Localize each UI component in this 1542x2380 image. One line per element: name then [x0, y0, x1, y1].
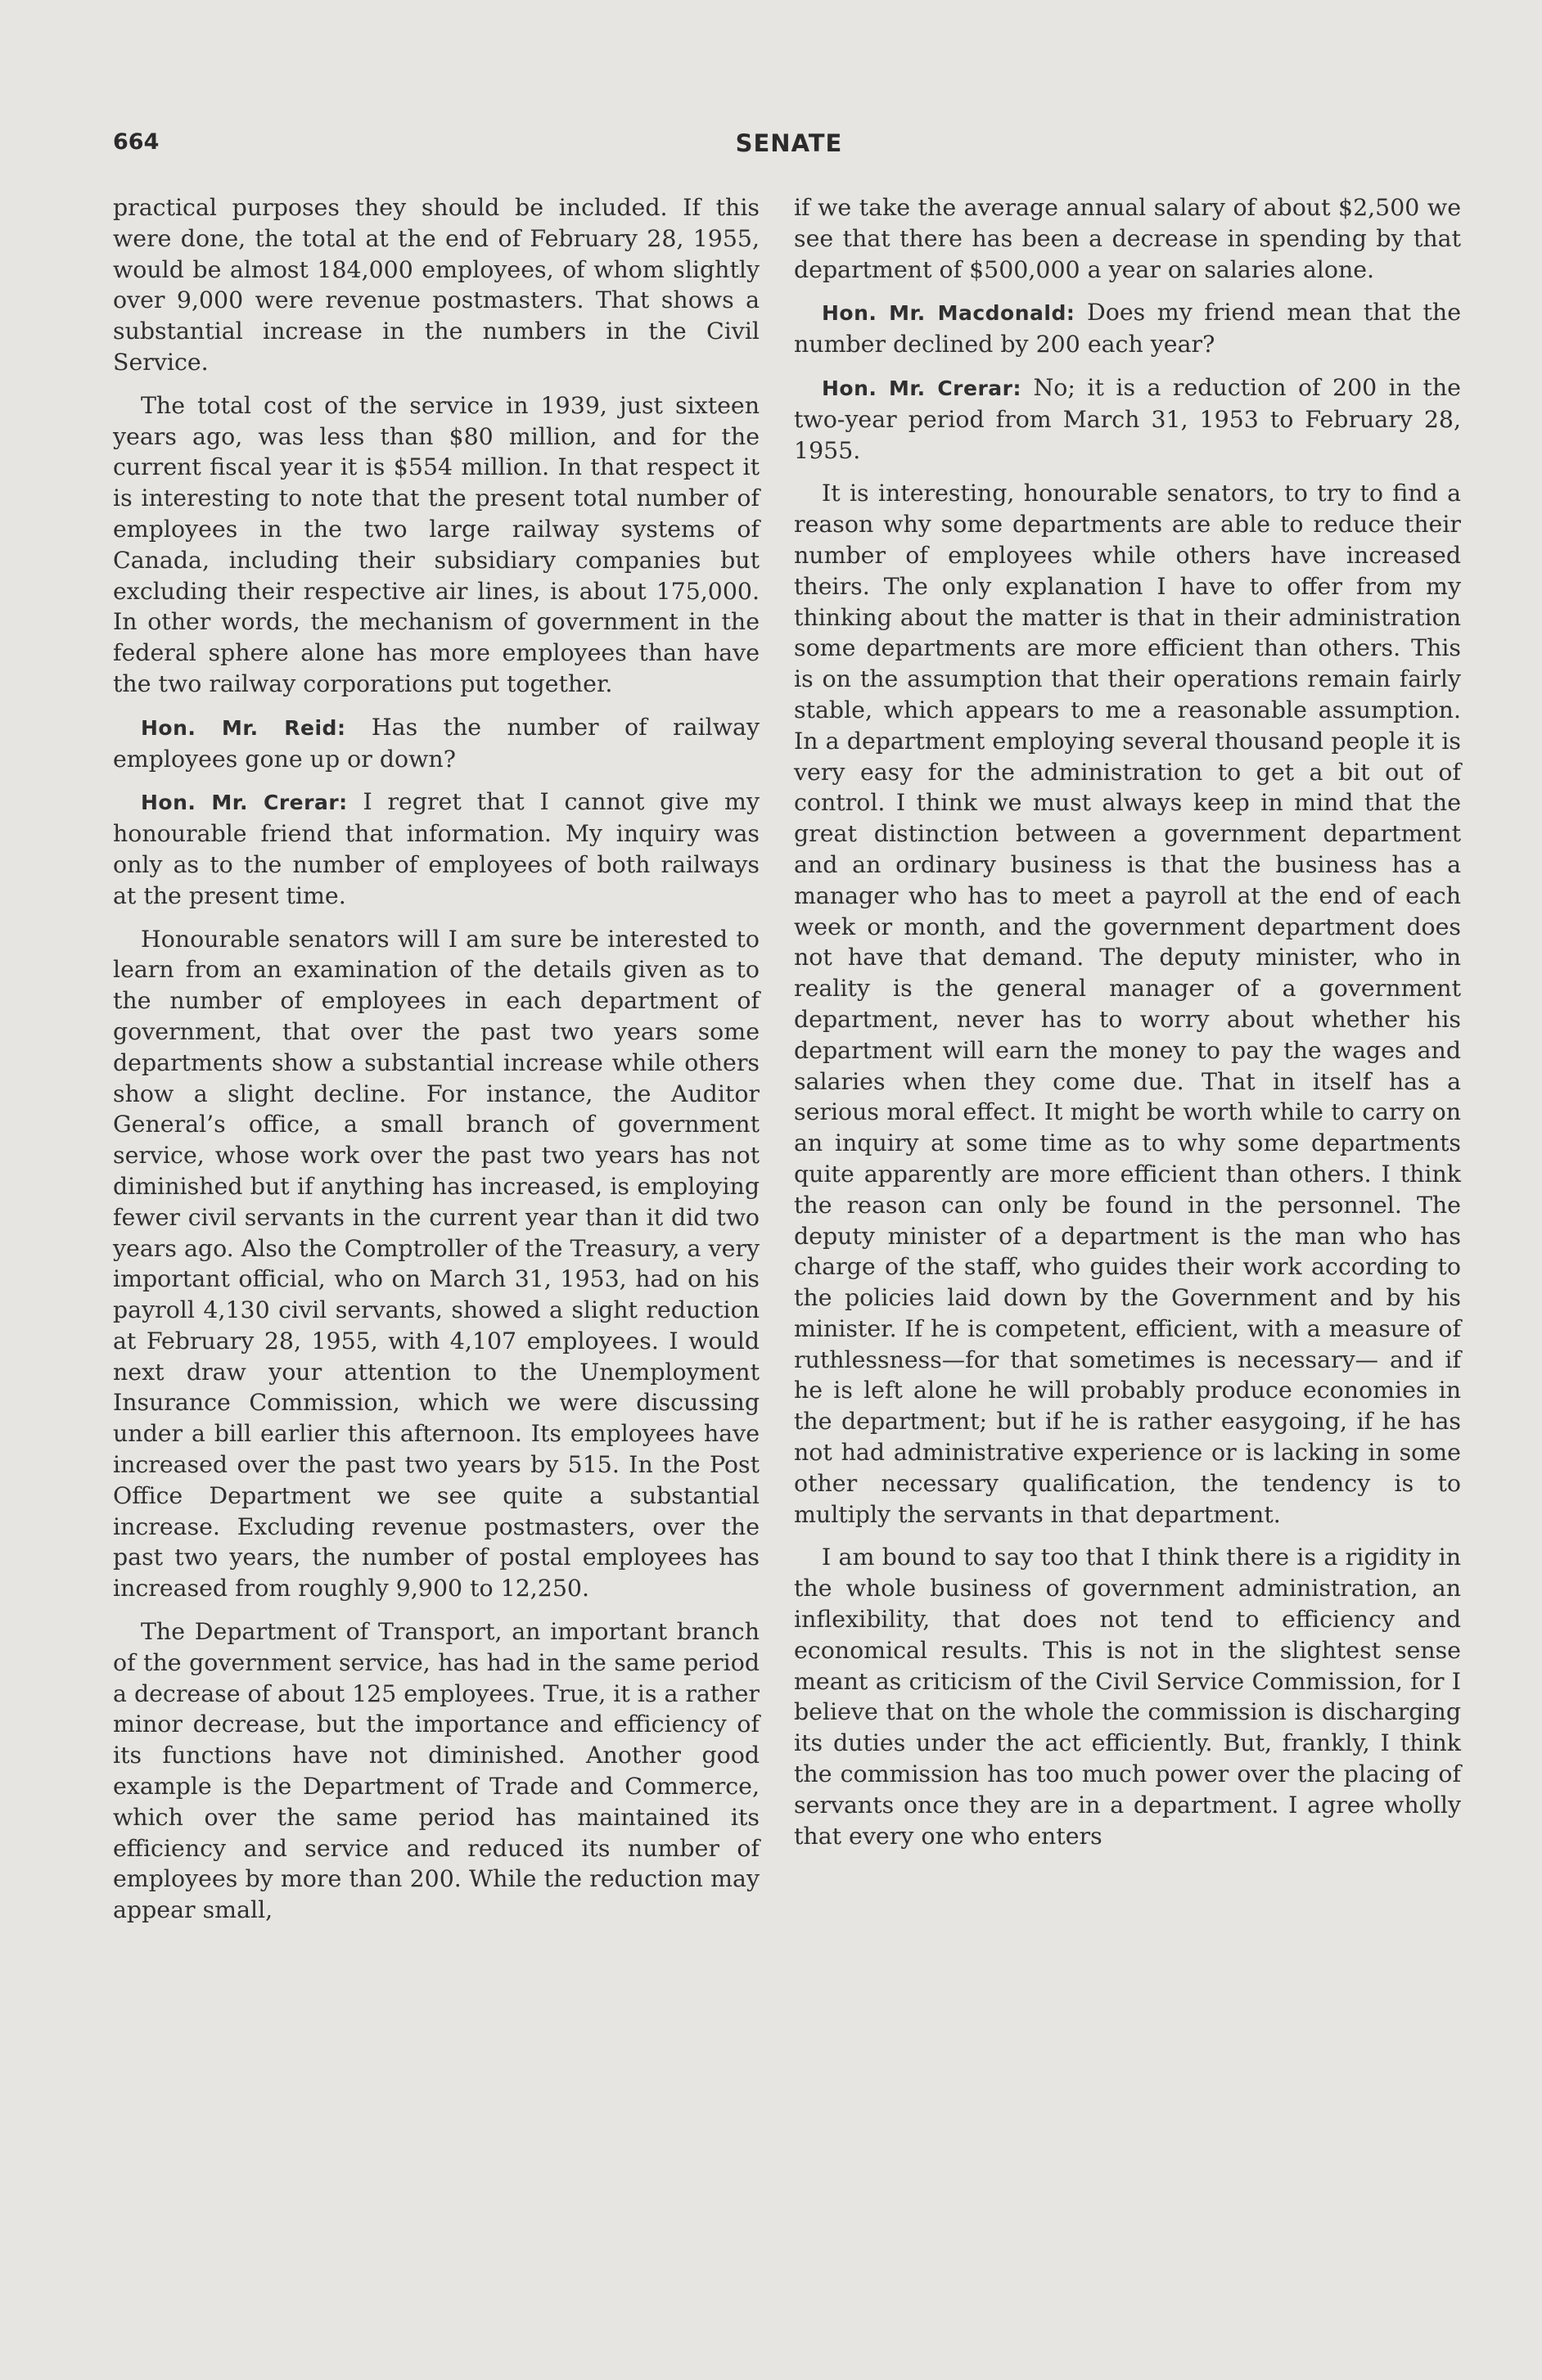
speaker-name: Hon. Mr. Reid: [141, 715, 346, 740]
paragraph [113, 390, 760, 700]
paragraph [794, 1542, 1461, 1851]
continued-paragraph [113, 192, 760, 378]
left-column [113, 192, 760, 1938]
speech-paragraph [113, 787, 760, 911]
paragraph-text: The Department of Transport, an important branch of the government service, has had in the same period a decrease of about 125 employees. True, it is a rather minor decrease, but the importance and efficiency of its functions have not diminished. Another good example is the Department of Trade and Commerce, which over the same period has maintained its efficiency and service and reduced its number of employees by more than 200. While the reduction may appear small, [113, 1618, 760, 1924]
speech-paragraph [113, 712, 760, 775]
page-header [113, 129, 1465, 165]
paragraph-text: if we take the average annual salary of about $2,500 we see that there has been a decrease in spending by that department of $500,000 a year on salaries alone. [794, 194, 1461, 283]
speaker-name: Hon. Mr. Macdonald: [822, 301, 1075, 326]
speech-paragraph [794, 372, 1461, 466]
paragraph-text: I am bound to say too that I think there is a rigidity in the whole business of government administration, an inflexibility, that does not tend to efficiency and economical results. This is not in the slightest sense meant as criticism of the Civil Service Commission, for I believe that on the whole the commission is discharging its duties under the act efficiently. But, frankly, I think the commission has too much power over the placing of servants once they are in a department. I agree wholly that every one who enters [794, 1544, 1461, 1850]
paragraph-text: Does my friend mean that the number declined by 200 each year? [794, 299, 1462, 358]
paragraph [794, 478, 1461, 1530]
page-number: 664 [113, 129, 160, 155]
running-head: SENATE [735, 129, 843, 157]
paragraph-text: It is interesting, honourable senators, to try to find a reason why some departments are able to reduce their number of employees while others have increased theirs. The only explanation I have to offer from my thinking about the matter is that in their administration some departments are more efficient than others. This is on the assumption that their operations remain fairly stable, which appears to me a reasonable assumption. In a department employing several thousand people it is very easy for the administration to get a bit out of control. I think we must always keep in mind that the great distinction between a government department and an ordinary business is that the business has a manager who has to meet a payroll at the end of each week or month, and the government department does not have that demand. The deputy minister, who in reality is the general manager of a government department, never has to worry about whether his department will earn the money to pay the wages and salaries when they come due. That in itself has a serious moral effect. It might be worth while to carry on an inquiry at some time as to why some departments quite apparently are more efficient than others. I think the reason can only be found in the personnel. The deputy minister of a department is the man who has charge of the staff, who guides their work according to the policies laid down by the Government and by his minister. If he is competent, efficient, with a measure of ruthlessness—for that sometimes is necessary— and if he is left alone he will probably produce economies in the department; but if he is rather easygoing, if he has not had administrative experience or is lacking in some other necessary qualification, the tendency is to multiply the servants in that department. [794, 480, 1461, 1528]
paragraph [113, 924, 760, 1605]
paragraph-text: Honourable senators will I am sure be interested to learn from an examination of the details given as to the number of employees in each department of government, that over the past two years some departments show a substantial increase while others show a slight decline. For instance, the Auditor General’s office, a small branch of government service, whose work over the past two years has not diminished but if anything has increased, is employing fewer civil servants in the current year than it did two years ago. Also the Comptroller of the Treasury, a very important official, who on March 31, 1953, had on his payroll 4,130 civil servants, showed a slight reduction at February 28, 1955, with 4,107 employees. I would next draw your attention to the Unemployment Insurance Commission, which we were discussing under a bill earlier this afternoon. Its employees have increased over the past two years by 515. In the Post Office Department we see quite a substantial increase. Excluding revenue postmasters, over the past two years, the number of postal employees has increased from roughly 9,900 to 12,250. [113, 925, 760, 1602]
paragraph-text: Has the number of railway employees gone up or down? [113, 713, 760, 773]
paragraph-text: practical purposes they should be included. If this were done, the total at the end of February 28, 1955, would be almost 184,000 employees, of whom slightly over 9,000 were revenue postmasters. That shows a substantial increase in the numbers in the Civil Service. [113, 194, 760, 376]
paragraph-text: The total cost of the service in 1939, just sixteen years ago, was less than $80 million, and for the current fiscal year it is $554 million. In that respect it is interesting to note that the present total number of employees in the two large railway systems of Canada, including their subsidiary companies but excluding their respective air lines, is about 175,000. In other words, the mechanism of government in the federal sphere alone has more employees than have the two railway corporations put together. [113, 391, 760, 697]
continued-paragraph [794, 192, 1461, 285]
paragraph-text: I regret that I cannot give my honourable friend that information. My inquiry was only as to the number of employees of both railways at the present time. [113, 788, 760, 909]
paragraph-text: No; it is a reduction of 200 in the two-year period from March 31, 1953 to February 28, 1955. [794, 373, 1461, 464]
paragraph [113, 1616, 760, 1926]
speaker-name: Hon. Mr. Crerar: [141, 791, 348, 815]
speaker-name: Hon. Mr. Crerar: [822, 376, 1021, 400]
speech-paragraph [794, 297, 1461, 360]
right-column [794, 192, 1461, 1864]
